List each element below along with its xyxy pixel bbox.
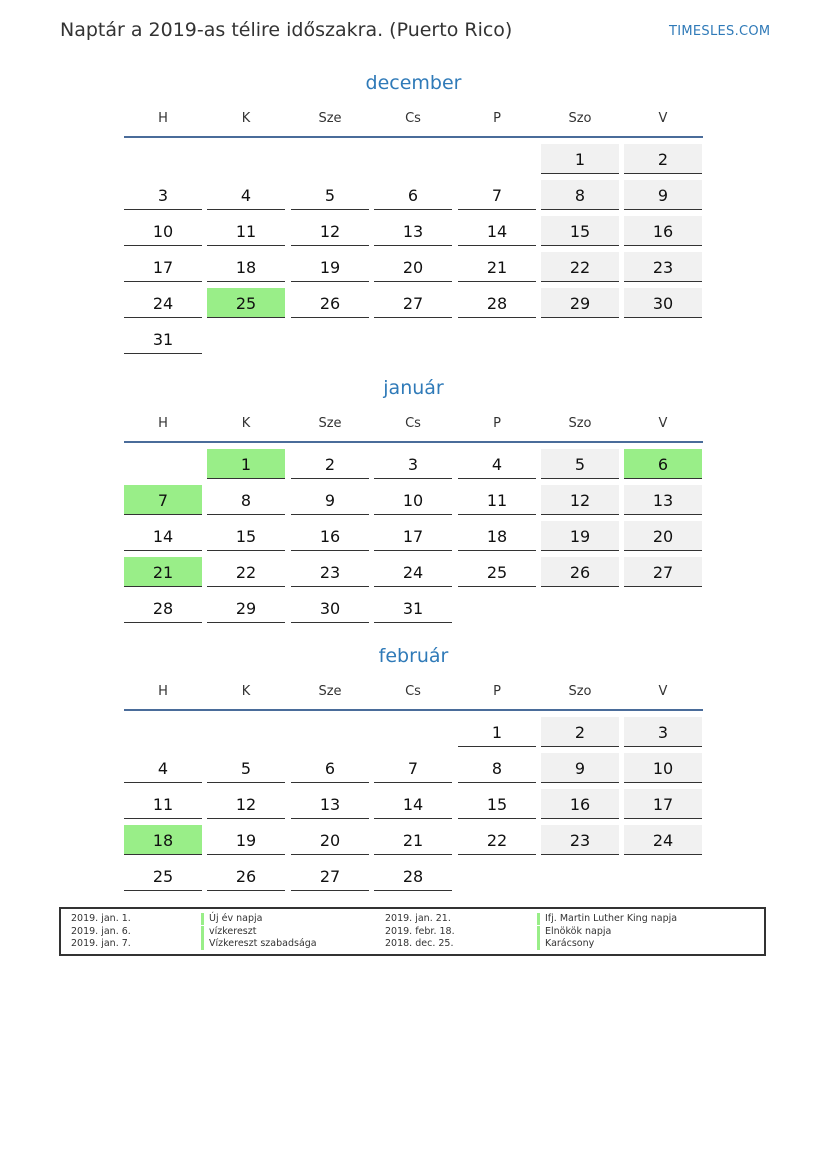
day-cell: 11 [124, 789, 202, 819]
day-cell: 13 [374, 216, 452, 246]
day-cell: 19 [541, 521, 619, 551]
day-cell: 12 [207, 789, 285, 819]
legend-holiday-name: Új év napja [201, 913, 262, 925]
day-cell: 22 [458, 825, 536, 855]
day-cell: 27 [291, 861, 369, 891]
day-cell: 26 [541, 557, 619, 587]
weekday-label: Szo [568, 111, 592, 126]
day-cell: 6 [291, 753, 369, 783]
day-cell: 18 [458, 521, 536, 551]
day-cell: 3 [624, 717, 702, 747]
holiday-day-cell: 21 [124, 557, 202, 587]
brand-logo-link[interactable]: TIMESLES.COM [669, 24, 771, 39]
day-cell: 16 [541, 789, 619, 819]
day-cell: 27 [374, 288, 452, 318]
holiday-day-cell: 18 [124, 825, 202, 855]
day-cell: 20 [624, 521, 702, 551]
day-cell: 14 [124, 521, 202, 551]
weekday-header-rule [124, 136, 703, 138]
day-cell: 1 [458, 717, 536, 747]
weekday-label: P [493, 684, 501, 699]
day-cell: 17 [124, 252, 202, 282]
holiday-day-cell: 1 [207, 449, 285, 479]
day-cell: 12 [541, 485, 619, 515]
day-cell: 26 [207, 861, 285, 891]
day-cell: 23 [624, 252, 702, 282]
day-cell: 25 [124, 861, 202, 891]
day-cell: 22 [207, 557, 285, 587]
day-cell: 4 [207, 180, 285, 210]
day-cell: 11 [458, 485, 536, 515]
day-cell: 7 [374, 753, 452, 783]
day-cell: 3 [124, 180, 202, 210]
day-cell: 1 [541, 144, 619, 174]
weekday-label: Sze [318, 416, 342, 431]
weekday-label: H [158, 111, 168, 126]
day-cell: 24 [374, 557, 452, 587]
day-cell: 2 [291, 449, 369, 479]
holiday-day-cell: 25 [207, 288, 285, 318]
legend-date: 2018. dec. 25. [385, 938, 454, 949]
day-cell: 8 [458, 753, 536, 783]
legend-holiday-name: vízkereszt [201, 926, 256, 938]
weekday-label: H [158, 684, 168, 699]
day-cell: 26 [291, 288, 369, 318]
legend-date: 2019. jan. 7. [71, 938, 131, 949]
legend-holiday-name: Karácsony [537, 938, 594, 950]
weekday-label: Szo [568, 684, 592, 699]
weekday-label: Cs [405, 684, 421, 699]
day-cell: 13 [624, 485, 702, 515]
day-cell: 31 [374, 593, 452, 623]
legend-holiday-name: Elnökök napja [537, 926, 611, 938]
day-cell: 5 [291, 180, 369, 210]
day-cell: 29 [207, 593, 285, 623]
weekday-label: K [241, 111, 251, 126]
weekday-label: P [493, 111, 501, 126]
day-cell: 29 [541, 288, 619, 318]
day-cell: 9 [624, 180, 702, 210]
month-title: január [383, 377, 444, 399]
day-cell: 9 [541, 753, 619, 783]
day-cell: 20 [374, 252, 452, 282]
day-cell: 14 [374, 789, 452, 819]
day-cell: 6 [374, 180, 452, 210]
day-cell: 16 [291, 521, 369, 551]
day-cell: 10 [124, 216, 202, 246]
day-cell: 21 [458, 252, 536, 282]
weekday-label: H [158, 416, 168, 431]
day-cell: 8 [207, 485, 285, 515]
day-cell: 20 [291, 825, 369, 855]
day-cell: 23 [291, 557, 369, 587]
day-cell: 31 [124, 324, 202, 354]
day-cell: 5 [541, 449, 619, 479]
day-cell: 28 [374, 861, 452, 891]
day-cell: 2 [541, 717, 619, 747]
day-cell: 15 [458, 789, 536, 819]
weekday-label: Cs [405, 111, 421, 126]
day-cell: 19 [291, 252, 369, 282]
legend-item [61, 938, 764, 951]
day-cell: 19 [207, 825, 285, 855]
day-cell: 17 [624, 789, 702, 819]
day-cell: 21 [374, 825, 452, 855]
day-cell: 12 [291, 216, 369, 246]
legend-holiday-name: Ifj. Martin Luther King napja [537, 913, 677, 925]
day-cell: 17 [374, 521, 452, 551]
day-cell: 5 [207, 753, 285, 783]
day-cell: 9 [291, 485, 369, 515]
holiday-day-cell: 6 [624, 449, 702, 479]
day-cell: 27 [624, 557, 702, 587]
day-cell: 30 [291, 593, 369, 623]
weekday-label: P [493, 416, 501, 431]
day-cell: 24 [124, 288, 202, 318]
month-title: december [365, 72, 462, 94]
day-cell: 2 [624, 144, 702, 174]
day-cell: 18 [207, 252, 285, 282]
legend-item [61, 926, 764, 939]
day-cell: 28 [124, 593, 202, 623]
legend-date: 2019. febr. 18. [385, 925, 455, 937]
legend-date: 2019. jan. 1. [71, 913, 131, 924]
day-cell: 10 [624, 753, 702, 783]
weekday-label: Szo [568, 416, 592, 431]
legend-date: 2019. jan. 6. [71, 925, 131, 937]
day-cell: 4 [458, 449, 536, 479]
day-cell: 15 [207, 521, 285, 551]
weekday-label: Cs [405, 416, 421, 431]
day-cell: 25 [458, 557, 536, 587]
page-title: Naptár a 2019-as télire időszakra. (Puerto Rico) [60, 19, 513, 41]
holiday-legend [59, 907, 766, 956]
day-cell: 14 [458, 216, 536, 246]
weekday-label: K [241, 416, 251, 431]
day-cell: 24 [624, 825, 702, 855]
day-cell: 28 [458, 288, 536, 318]
weekday-label: Sze [318, 111, 342, 126]
day-cell: 7 [458, 180, 536, 210]
weekday-label: K [241, 684, 251, 699]
day-cell: 16 [624, 216, 702, 246]
weekday-label: V [658, 416, 668, 431]
weekday-label: V [658, 111, 668, 126]
weekday-label: V [658, 684, 668, 699]
holiday-day-cell: 7 [124, 485, 202, 515]
weekday-header-rule [124, 709, 703, 711]
day-cell: 11 [207, 216, 285, 246]
day-cell: 3 [374, 449, 452, 479]
legend-holiday-name: Vízkereszt szabadsága [201, 938, 317, 950]
day-cell: 4 [124, 753, 202, 783]
legend-item [61, 913, 764, 926]
weekday-header-rule [124, 441, 703, 443]
legend-date: 2019. jan. 21. [385, 913, 451, 924]
day-cell: 15 [541, 216, 619, 246]
weekday-label: Sze [318, 684, 342, 699]
day-cell: 22 [541, 252, 619, 282]
day-cell: 8 [541, 180, 619, 210]
day-cell: 13 [291, 789, 369, 819]
day-cell: 10 [374, 485, 452, 515]
month-title: február [378, 645, 449, 667]
day-cell: 30 [624, 288, 702, 318]
day-cell: 23 [541, 825, 619, 855]
